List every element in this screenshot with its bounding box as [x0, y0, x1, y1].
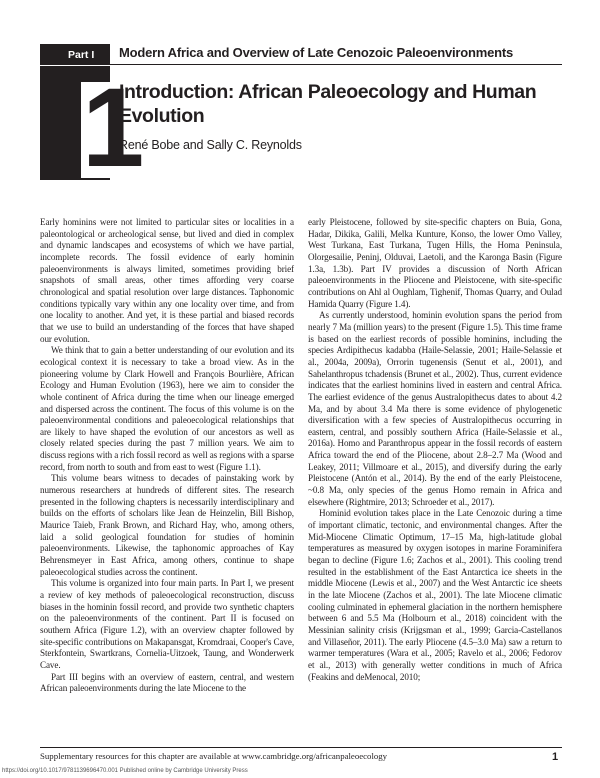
paragraph: Part III begins with an overview of eastern, central, and western African paleoenvironments during the late Miocene to the [40, 671, 294, 694]
body-column-right [308, 217, 562, 683]
paragraph: This volume is organized into four main parts. In Part I, we present a review of key methods of paleoecological reconstruction, discuss biases in the hominin fossil record, and provide two synthetic chapters on the paleoenvironments of the continent. Part II is focused on southern Africa (Figure 1.2), with an overview chapter followed by site-specific contributions on Makapansgat, Kromdraai, Cooper's Cave, Sterkfontein, Swartkrans, Cornelia-Uitzoek, Taung, and Wonderwerk Cave. [40, 578, 294, 670]
chapter-title: Introduction: African Paleoecology and Human Evolution [119, 81, 537, 127]
page-number: 1 [552, 751, 559, 763]
supplementary-note: Supplementary resources for this chapter are available at www.cambridge.org/africanpaleoecology [40, 751, 388, 761]
chapter-authors: René Bobe and Sally C. Reynolds [119, 138, 302, 152]
chapter-number: 1 [82, 65, 141, 190]
paragraph: We think that to gain a better understanding of our evolution and its ecological context it is necessary to take a broad view. As in the pioneering volume by Clark Howell and François Bourlière, African Ecology and Human Evolution (1963), here we aim to consider the whole continent of Africa during the time when our lineage emerged and dispersed across the continent. The focus of this volume is on the paleoenvironmental conditions and paleoecological relationships that are likely to have shaped the evolution of our ancestors as well as closely related species during the past 7 million years. We aim to discuss regions with a rich fossil record as well as regions with a sparse record, from north to south and from east to west (Figure 1.1). [40, 345, 294, 472]
part-label: Part I [68, 48, 95, 61]
paragraph: This volume bears witness to decades of painstaking work by numerous researchers at hundreds of different sites. The research presented in the following chapters is necessarily interdisciplinary and builds on the efforts of scholars like Jean de Heinzelin, Bill Bishop, Maurice Taieb, Frank Brown, and Richard Hay, who, among others, laid a solid geological foundation for studies of hominin paleoenvironments. Likewise, the taphonomic approaches of Kay Behrensmeyer in East Africa, among others, continue to shape paleoecological studies across the continent. [40, 473, 294, 577]
paragraph: early Pleistocene, followed by site-specific chapters on Buia, Gona, Hadar, Dikika, Galili, Melka Kunture, Konso, the lower Omo Valley, West Turkana, East Turkana, Tugen Hills, the Homa Peninsula, Olorgesailie, Peninj, Olduvai, Laetoli, and the Karonga Basin (Figure 1.3a, 1.3b). Part IV provides a discussion of North African paleoenvironments in the Pliocene and Pleistocene, with site-specific contributions on Ahl al Oughlam, Tighenif, Thomas Quarry, and Oulad Hamida Quarry (Figure 1.4). [308, 217, 562, 309]
footer-rule [40, 747, 562, 748]
body-column-left [40, 217, 294, 695]
paragraph: Hominid evolution takes place in the Late Cenozoic during a time of important climatic, tectonic, and environmental changes. After the Mid-Miocene Climatic Optimum, 17–15 Ma, high-latitude global temperatures as measured by oxygen isotopes in marine Foraminifera began to decline (Figure 1.6; Zachos et al., 2001). This cooling trend resulted in the establishment of the East Antarctica ice sheets in the middle Miocene (Lewis et al., 2007) and the West Antarctic ice sheets in the late Miocene (Zachos et al., 2001). The late Miocene climatic cooling culminated in ephemeral glaciation in the northern hemisphere between 6 and 5.5 Ma (Holbourn et al., 2018) coincident with the Messinian salinity crisis (Krijgsman et al., 1999; Garcia-Castellanos and Villaseñor, 2011). The early Pliocene (4.5–3.0 Ma) saw a return to warmer temperatures (Wara et al., 2005; Ravelo et al., 2006; Fedorov et al., 2013) with generally wetter conditions in much of Africa (Feakins and deMenocal, 2010; [308, 508, 562, 682]
doi-line[interactable]: https://doi.org/10.1017/9781139696470.001 Published online by Cambridge University Press [2, 768, 248, 774]
header-rule [110, 64, 562, 65]
paragraph: As currently understood, hominin evolution spans the period from nearly 7 Ma (million years) to the present (Figure 1.5). This time frame is based on the earliest records of possible hominins, including the species Ardipithecus kadabba (Haile-Selassie, 2001; Haile-Selassie et al., 2004a, 2009a), Orrorin tugenensis (Senut et al., 2001), and Sahelanthropus tchadensis (Brunet et al., 2002). Thus, current evidence indicates that the earliest hominins lived in eastern and central Africa. The earliest evidence of the genus Australopithecus dates to about 4.2 Ma, and by about 3.4 Ma there is some evidence of phylogenetic diversification with a few species of Australopithecus occurring in eastern, central, and possibly southern Africa (Haile-Selassie et al., 2016a). Homo and Paranthropus appear in the fossil records of eastern Africa toward the end of the Pliocene, about 2.8–2.7 Ma (Wood and Leakey, 2011; Villmoare et al., 2015), and diversify during the early Pleistocene (Antón et al., 2014). By the end of the early Pleistocene, ~0.8 Ma, only species of the genus Homo remain in Africa and elsewhere (Rightmire, 2013; Schroeder et al., 2017). [308, 310, 562, 507]
paragraph: Early hominins were not limited to particular sites or localities in a paleontological or archeological sense, but lived and died in complex and dynamic landscapes and ecosystems of which we have partial, incomplete records. The fossil evidence of early hominin paleoenvironments is always limited, sometimes providing brief snapshots of small areas, other times affording very coarse chronological and spatial resolution over large distances. Taphonomic conditions typically vary within any one locality over time, and from one locality to another. And yet, it is these partial and biased records that we use to build an understanding of the forces that have shaped our evolution. [40, 217, 294, 344]
part-badge [40, 44, 110, 65]
part-title: Modern Africa and Overview of Late Cenozoic Paleoenvironments [119, 45, 514, 60]
